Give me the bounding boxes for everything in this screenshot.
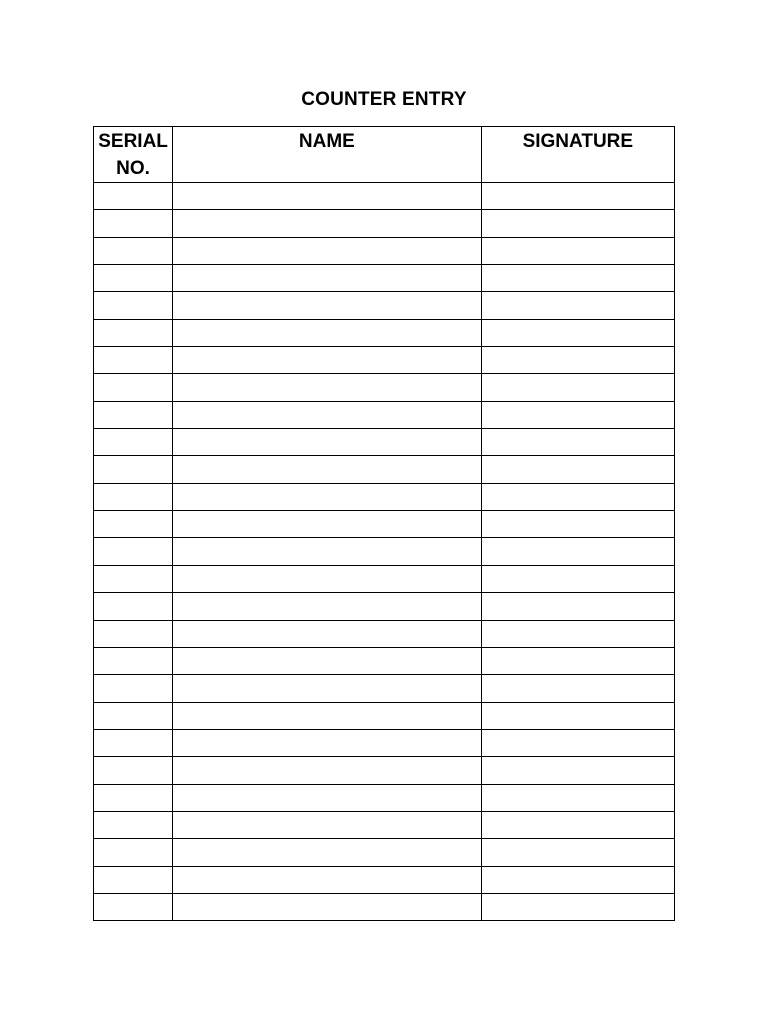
serial-cell[interactable] — [94, 729, 173, 756]
serial-header-line2: NO. — [116, 158, 150, 179]
table-row — [94, 347, 675, 374]
table-row — [94, 183, 675, 210]
name-cell[interactable] — [173, 675, 482, 702]
name-cell[interactable] — [173, 347, 482, 374]
serial-cell[interactable] — [94, 675, 173, 702]
serial-cell[interactable] — [94, 538, 173, 565]
serial-cell[interactable] — [94, 347, 173, 374]
signature-cell[interactable] — [481, 374, 674, 401]
table-row — [94, 319, 675, 346]
table-row — [94, 593, 675, 620]
serial-cell[interactable] — [94, 374, 173, 401]
serial-cell[interactable] — [94, 811, 173, 838]
serial-cell[interactable] — [94, 401, 173, 428]
serial-cell[interactable] — [94, 893, 173, 920]
serial-cell[interactable] — [94, 511, 173, 538]
signature-header: SIGNATURE — [481, 127, 674, 183]
name-cell[interactable] — [173, 429, 482, 456]
name-cell[interactable] — [173, 374, 482, 401]
table-row — [94, 839, 675, 866]
table-row — [94, 811, 675, 838]
table-row — [94, 237, 675, 264]
signature-cell[interactable] — [481, 210, 674, 237]
serial-cell[interactable] — [94, 757, 173, 784]
serial-cell[interactable] — [94, 593, 173, 620]
serial-cell[interactable] — [94, 237, 173, 264]
serial-header-line1: SERIAL — [98, 131, 168, 152]
serial-cell[interactable] — [94, 620, 173, 647]
signature-cell[interactable] — [481, 757, 674, 784]
signature-cell[interactable] — [481, 456, 674, 483]
serial-cell[interactable] — [94, 565, 173, 592]
signature-cell[interactable] — [481, 620, 674, 647]
name-cell[interactable] — [173, 483, 482, 510]
name-cell[interactable] — [173, 265, 482, 292]
table-row — [94, 757, 675, 784]
name-cell[interactable] — [173, 702, 482, 729]
serial-no-header — [94, 127, 173, 183]
serial-cell[interactable] — [94, 292, 173, 319]
signature-cell[interactable] — [481, 811, 674, 838]
signature-cell[interactable] — [481, 893, 674, 920]
serial-cell[interactable] — [94, 319, 173, 346]
table-row — [94, 374, 675, 401]
name-cell[interactable] — [173, 456, 482, 483]
signature-cell[interactable] — [481, 593, 674, 620]
table-row — [94, 210, 675, 237]
table-row — [94, 893, 675, 920]
signature-cell[interactable] — [481, 647, 674, 674]
signature-cell[interactable] — [481, 565, 674, 592]
signature-cell[interactable] — [481, 183, 674, 210]
name-cell[interactable] — [173, 319, 482, 346]
serial-cell[interactable] — [94, 183, 173, 210]
table-row — [94, 401, 675, 428]
name-cell[interactable] — [173, 757, 482, 784]
signature-cell[interactable] — [481, 292, 674, 319]
signature-cell[interactable] — [481, 729, 674, 756]
table-row — [94, 429, 675, 456]
name-cell[interactable] — [173, 647, 482, 674]
name-cell[interactable] — [173, 811, 482, 838]
name-cell[interactable] — [173, 210, 482, 237]
table-row — [94, 647, 675, 674]
header-row — [94, 127, 675, 183]
table-row — [94, 784, 675, 811]
table-row — [94, 511, 675, 538]
name-cell[interactable] — [173, 839, 482, 866]
signature-cell[interactable] — [481, 839, 674, 866]
name-cell[interactable] — [173, 866, 482, 893]
name-cell[interactable] — [173, 620, 482, 647]
serial-cell[interactable] — [94, 866, 173, 893]
table-row — [94, 483, 675, 510]
table-row — [94, 702, 675, 729]
signature-cell[interactable] — [481, 401, 674, 428]
serial-cell[interactable] — [94, 429, 173, 456]
signature-cell[interactable] — [481, 702, 674, 729]
serial-cell[interactable] — [94, 265, 173, 292]
table-row — [94, 565, 675, 592]
name-cell[interactable] — [173, 183, 482, 210]
name-cell[interactable] — [173, 237, 482, 264]
table-row — [94, 292, 675, 319]
name-cell[interactable] — [173, 292, 482, 319]
signature-cell[interactable] — [481, 866, 674, 893]
serial-cell[interactable] — [94, 483, 173, 510]
signature-cell[interactable] — [481, 429, 674, 456]
name-cell[interactable] — [173, 401, 482, 428]
serial-cell[interactable] — [94, 456, 173, 483]
signature-cell[interactable] — [481, 784, 674, 811]
signature-cell[interactable] — [481, 319, 674, 346]
counter-entry-table — [93, 126, 675, 921]
name-cell[interactable] — [173, 511, 482, 538]
name-cell[interactable] — [173, 893, 482, 920]
serial-cell[interactable] — [94, 784, 173, 811]
serial-cell[interactable] — [94, 647, 173, 674]
name-cell[interactable] — [173, 538, 482, 565]
entry-rows — [94, 183, 675, 921]
signature-cell[interactable] — [481, 538, 674, 565]
signature-cell[interactable] — [481, 483, 674, 510]
name-header: NAME — [173, 127, 482, 183]
serial-cell[interactable] — [94, 839, 173, 866]
table-row — [94, 866, 675, 893]
serial-cell[interactable] — [94, 702, 173, 729]
table-row — [94, 620, 675, 647]
signature-cell[interactable] — [481, 237, 674, 264]
signature-cell[interactable] — [481, 265, 674, 292]
name-cell[interactable] — [173, 565, 482, 592]
page-title: COUNTER ENTRY — [301, 89, 467, 110]
name-cell[interactable] — [173, 784, 482, 811]
table-row — [94, 265, 675, 292]
signature-cell[interactable] — [481, 347, 674, 374]
signature-cell[interactable] — [481, 675, 674, 702]
table-row — [94, 456, 675, 483]
name-cell[interactable] — [173, 593, 482, 620]
table-row — [94, 729, 675, 756]
serial-cell[interactable] — [94, 210, 173, 237]
name-cell[interactable] — [173, 729, 482, 756]
table-row — [94, 538, 675, 565]
table-row — [94, 675, 675, 702]
signature-cell[interactable] — [481, 511, 674, 538]
